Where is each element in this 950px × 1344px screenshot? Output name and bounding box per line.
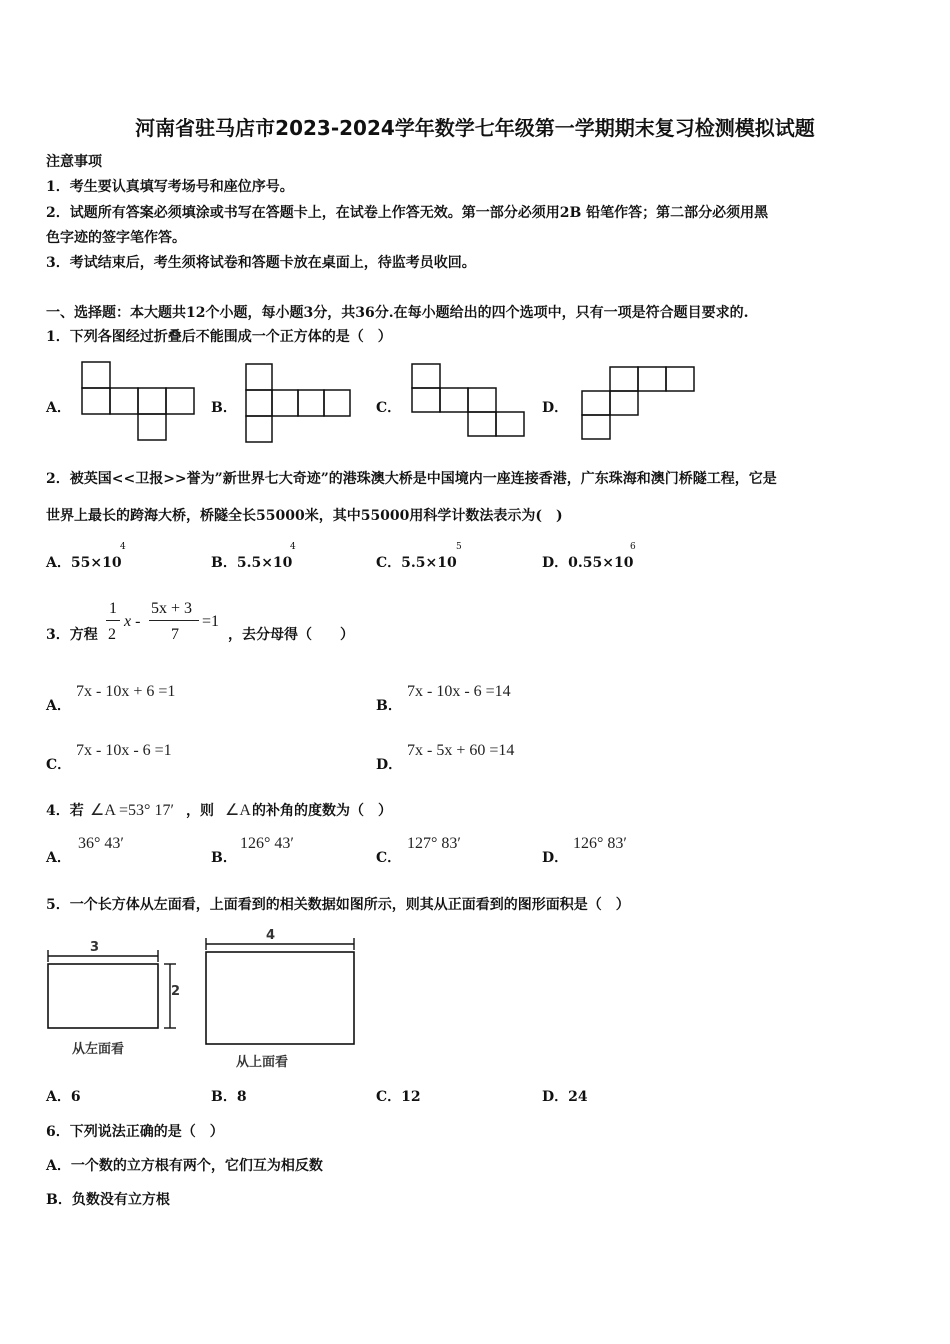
q4-label-a: A．	[46, 850, 71, 866]
q1-stem: 1．下列各图经过折叠后不能围成一个正方体的是（ ）	[46, 329, 392, 345]
q3-suffix: ，去分母得（ ）	[228, 627, 354, 643]
q6-option-a: A．一个数的立方根有两个，它们互为相反数	[46, 1158, 323, 1174]
q3-frac2-den: 7	[171, 626, 179, 643]
q4-angle: ∠A	[225, 802, 251, 819]
q5-top-view-figure	[202, 932, 362, 1048]
notice-item-3: 3．考试结束后，考生须将试卷和答题卡放在桌面上，待监考员收回。	[46, 255, 476, 271]
q1-label-a: A．	[46, 400, 71, 416]
q3-frac1-num: 1	[109, 600, 117, 617]
q5-option-d: D．24	[542, 1089, 588, 1105]
q4-label-c: C．	[376, 850, 402, 866]
q5-option-c: C．12	[376, 1089, 421, 1105]
page-title: 河南省驻马店市2023-2024学年数学七年级第一学期期末复习检测模拟试题	[135, 116, 815, 140]
q1-net-c	[410, 362, 530, 442]
q1-label-b: B．	[211, 400, 237, 416]
q3-frac1-bar	[106, 620, 120, 621]
q3-label-d: D．	[376, 757, 403, 773]
q2-stem-line2: 世界上最长的跨海大桥，桥隧全长55000米，其中55000用科学计数法表示为( )	[46, 508, 563, 524]
q4-label-b: B．	[211, 850, 237, 866]
q4-condition: ∠A =53° 17′	[90, 802, 174, 819]
q3-prefix: 3．方程	[46, 627, 98, 643]
notice-item-2-cont: 色字迹的签字笔作答。	[46, 230, 186, 246]
notice-item-2: 2．试题所有答案必须填涂或书写在答题卡上，在试卷上作答无效。第一部分必须用2B 铅笔作答；第二部分必须用黑	[46, 205, 769, 221]
q6-stem: 6．下列说法正确的是（ ）	[46, 1124, 224, 1140]
q4-label-d: D．	[542, 850, 569, 866]
q2-option-b: B．5.5×10	[211, 555, 293, 571]
q2-stem-line1: 2．被英国<<卫报>>誉为”新世界七大奇迹”的港珠澳大桥是中国境内一座连接香港，广东珠海和澳门桥隧工程，它是	[46, 471, 777, 487]
q3-frac2-bar	[149, 620, 199, 621]
q4-option-d: 126° 83′	[573, 835, 627, 852]
q4-mid: ，则	[186, 803, 214, 819]
q5-stem: 5．一个长方体从左面看，上面看到的相关数据如图所示，则其从正面看到的图形面积是（ ）	[46, 897, 630, 913]
q3-label-a: A．	[46, 698, 71, 714]
notice-heading: 注意事项	[46, 154, 102, 170]
q2-option-d: D．0.55×10	[542, 555, 634, 571]
q5-top-caption: 从上面看	[236, 1055, 289, 1070]
q3-option-a: 7x - 10x + 6 =1	[76, 683, 176, 700]
q3-label-c: C．	[46, 757, 72, 773]
q1-net-b	[244, 362, 354, 444]
q2-option-c-exp: 5	[456, 542, 462, 552]
q3-label-b: B．	[376, 698, 402, 714]
q1-label-c: C．	[376, 400, 402, 416]
q1-net-a	[80, 360, 200, 442]
q5-option-a: A．6	[46, 1089, 81, 1105]
q2-option-a: A．55×10	[46, 555, 122, 571]
q1-net-d	[580, 365, 700, 441]
q4-prefix: 4．若	[46, 803, 84, 819]
q2-option-a-exp: 4	[120, 542, 126, 552]
q4-option-c: 127° 83′	[407, 835, 461, 852]
q4-option-a: 36° 43′	[78, 835, 124, 852]
q3-option-d: 7x - 5x + 60 =14	[407, 742, 515, 759]
q4-option-b: 126° 43′	[240, 835, 294, 852]
q3-mid: x -	[124, 613, 141, 630]
q5-left-caption: 从左面看	[72, 1042, 125, 1057]
q4-suffix: 的补角的度数为（ ）	[252, 803, 392, 819]
q6-option-b: B．负数没有立方根	[46, 1192, 170, 1208]
notice-item-1: 1．考生要认真填写考场号和座位序号。	[46, 179, 294, 195]
q2-option-c: C．5.5×10	[376, 555, 457, 571]
q3-frac2-num: 5x + 3	[151, 600, 193, 617]
q3-option-b: 7x - 10x - 6 =14	[407, 683, 511, 700]
q5-left-height-label: 2	[171, 984, 181, 999]
q2-option-d-exp: 6	[630, 542, 636, 552]
q3-rhs: =1	[202, 613, 220, 630]
q3-option-c: 7x - 10x - 6 =1	[76, 742, 172, 759]
q1-label-d: D．	[542, 400, 569, 416]
q3-frac1-den: 2	[108, 626, 116, 643]
q5-top-width-label: 4	[266, 928, 276, 943]
section-heading: 一、选择题：本大题共12个小题，每小题3分，共36分.在每小题给出的四个选项中，只有一项是符合题目要求的.	[46, 305, 749, 321]
q5-option-b: B．8	[211, 1089, 247, 1105]
q2-option-b-exp: 4	[290, 542, 296, 552]
q5-left-width-label: 3	[90, 940, 100, 955]
